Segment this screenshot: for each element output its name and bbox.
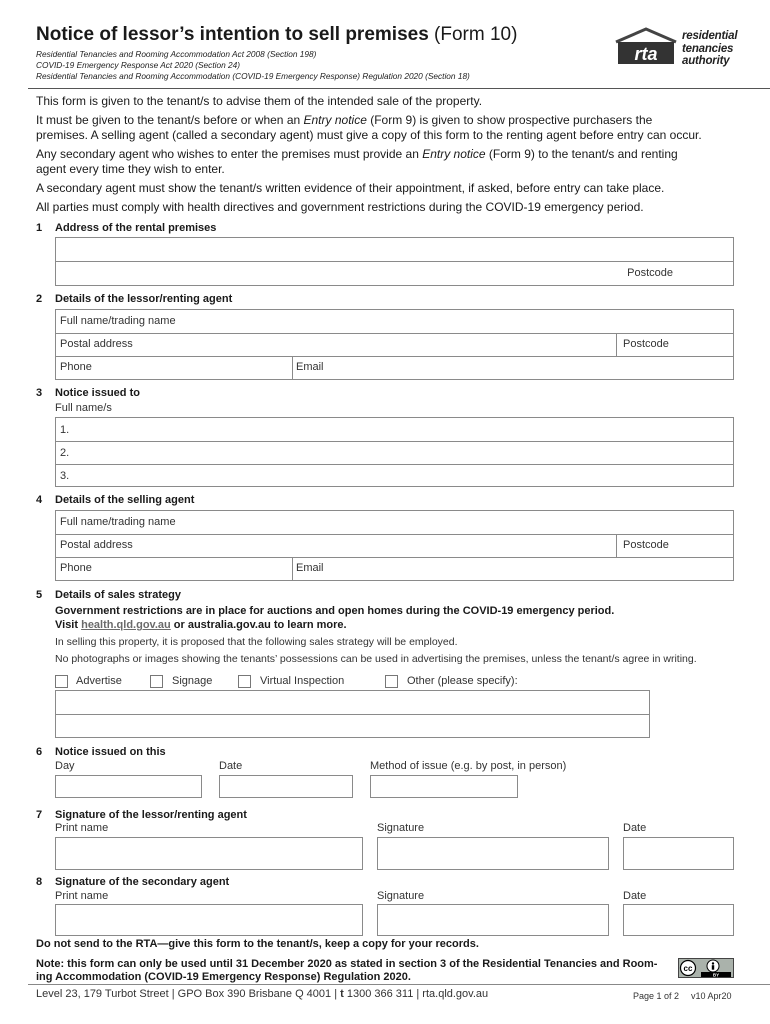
covid-warning: Government restrictions are in place for auctions and open homes during the COVID-19 emergency period.: [55, 605, 615, 617]
logo-line: residential: [682, 30, 738, 42]
date-field[interactable]: [623, 837, 734, 870]
section-number: 2: [36, 293, 43, 305]
health-link[interactable]: health.qld.gov.au: [81, 619, 171, 631]
day-label: Day: [55, 760, 75, 772]
page-number: Page 1 of 2: [633, 991, 680, 1001]
date-field[interactable]: [219, 775, 353, 798]
intro-paragraph: agent every time they wish to enter.: [36, 162, 225, 176]
signature-label: Signature: [377, 822, 425, 834]
section-title: Details of the lessor/renting agent: [55, 293, 233, 305]
do-not-send-note: Do not send to the RTA—give this form to the tenant/s, keep a copy for your records.: [36, 938, 479, 950]
tenant-name-field[interactable]: 1.: [60, 424, 70, 436]
section-title: Signature of the lessor/renting agent: [55, 809, 247, 821]
act-reference: Residential Tenancies and Rooming Accommodation (COVID-19 Emergency Response) Regulation 2020 (Section 18): [36, 71, 470, 82]
legislation-references: [36, 49, 470, 83]
intro-text: [36, 94, 736, 215]
section-subtitle: Full name/s: [55, 402, 112, 414]
virtual-inspection-checkbox[interactable]: [238, 675, 251, 688]
by-icon: BY: [712, 972, 720, 977]
selling-agent-table: [55, 510, 734, 581]
checkbox-label: Other (please specify):: [407, 675, 518, 687]
strategy-text: No photographs or images showing the tenants’ possessions can be used in advertising the premises, unless the tenant/s agree in writing.: [55, 653, 697, 665]
tenant-name-field[interactable]: 3.: [60, 470, 70, 482]
other-checkbox[interactable]: [385, 675, 398, 688]
signature-field[interactable]: [377, 904, 609, 936]
section-title: Notice issued to: [55, 387, 140, 399]
section-title: Details of sales strategy: [55, 589, 181, 601]
section-title: Address of the rental premises: [55, 222, 217, 234]
date-label: Date: [623, 822, 647, 834]
section-title: Notice issued on this: [55, 746, 166, 758]
lessor-details-table: [55, 309, 734, 380]
signature-label: Signature: [377, 890, 425, 902]
section-number: 5: [36, 589, 43, 601]
email-field[interactable]: Email: [296, 562, 324, 574]
intro-paragraph: A secondary agent must show the tenant/s written evidence of their appointment, if asked, before entry can take place.: [36, 181, 665, 195]
intro-paragraph: This form is given to the tenant/s to advise them of the intended sale of the property.: [36, 94, 483, 108]
print-name-label: Print name: [55, 822, 109, 834]
validity-note: Note: this form can only be used until 31 December 2020 as stated in section 3 of the Residential Tenancies and Room- ing Accommodation (COVID-19 Emergency Response) Regulation 2020.: [36, 958, 658, 983]
signature-field[interactable]: [377, 837, 609, 870]
logo-wordmark: [682, 30, 737, 68]
house-logo-icon: [612, 26, 682, 72]
intro-paragraph: It must be given to the tenant/s before or when an Entry notice (Form 9) is given to show prospective purchasers the: [36, 113, 653, 127]
intro-paragraph: Any secondary agent who wishes to enter the premises must provide an Entry notice (Form 9) to the tenant/s and renting: [36, 147, 678, 161]
section-title: Signature of the secondary agent: [55, 876, 230, 888]
checkbox-label: Virtual Inspection: [260, 675, 345, 687]
title-main: Notice of lessor’s intention to sell premises: [36, 24, 429, 45]
logo-line: tenancies: [682, 42, 734, 55]
logo-line: authority: [682, 55, 730, 67]
phone-field[interactable]: Phone: [60, 361, 92, 373]
strategy-text: In selling this property, it is proposed that the following sales strategy will be employed.: [55, 636, 458, 648]
section-number: 3: [36, 387, 43, 399]
rta-logo: [612, 26, 736, 72]
section-number: 1: [36, 222, 43, 234]
print-name-label: Print name: [55, 890, 109, 902]
print-name-field[interactable]: [55, 837, 363, 870]
page-title: [36, 24, 517, 46]
email-field[interactable]: Email: [296, 361, 324, 373]
phone-field[interactable]: Phone: [60, 562, 92, 574]
print-name-field[interactable]: [55, 904, 363, 936]
postcode-field[interactable]: Postcode: [623, 338, 669, 350]
other-specify-field[interactable]: [55, 690, 650, 738]
signage-checkbox[interactable]: [150, 675, 163, 688]
method-field[interactable]: [370, 775, 518, 798]
checkbox-label: Advertise: [76, 675, 122, 687]
date-field[interactable]: [623, 904, 734, 936]
tenant-name-field[interactable]: 2.: [60, 447, 70, 459]
logo-mark-text: rta: [634, 44, 658, 64]
method-label: Method of issue (e.g. by post, in person): [370, 760, 567, 772]
postcode-label: Postcode: [627, 267, 673, 279]
day-field[interactable]: [55, 775, 202, 798]
title-form-number: (Form 10): [434, 24, 518, 45]
date-label: Date: [219, 760, 243, 772]
section-number: 4: [36, 494, 43, 506]
header-divider: [28, 88, 770, 89]
postal-address-field[interactable]: Postal address: [60, 338, 133, 350]
intro-paragraph: premises. A selling agent (called a secondary agent) must give a copy of this form to the renting agent before entry can occur.: [36, 128, 702, 142]
footer-contact: Level 23, 179 Turbot Street | GPO Box 390 Brisbane Q 4001 | t 1300 366 311 | rta.qld.gov.au: [36, 988, 489, 1000]
full-name-field[interactable]: Full name/trading name: [60, 315, 176, 327]
address-field[interactable]: [55, 237, 734, 286]
act-reference: Residential Tenancies and Rooming Accommodation Act 2008 (Section 198): [36, 49, 317, 59]
advertise-checkbox[interactable]: [55, 675, 68, 688]
section-number: 7: [36, 809, 43, 821]
act-reference: COVID-19 Emergency Response Act 2020 (Section 24): [36, 60, 240, 71]
date-label: Date: [623, 890, 647, 902]
full-name-field[interactable]: Full name/trading name: [60, 516, 176, 528]
section-number: 8: [36, 876, 43, 888]
section-number: 6: [36, 746, 43, 758]
footer-divider: [28, 984, 770, 985]
section-title: Details of the selling agent: [55, 494, 195, 506]
version-label: v10 Apr20: [691, 991, 732, 1001]
tenant-names-table: [55, 417, 734, 487]
creative-commons-badge: [678, 958, 734, 978]
postcode-field[interactable]: Postcode: [623, 539, 669, 551]
intro-paragraph: All parties must comply with health directives and government restrictions during the COVID-19 emergency period.: [36, 200, 644, 214]
cc-icon: cc: [683, 964, 693, 973]
postal-address-field[interactable]: Postal address: [60, 539, 133, 551]
covid-warning-link-line: Visit health.qld.gov.au or australia.gov.au to learn more.: [55, 619, 347, 631]
checkbox-label: Signage: [172, 675, 213, 687]
